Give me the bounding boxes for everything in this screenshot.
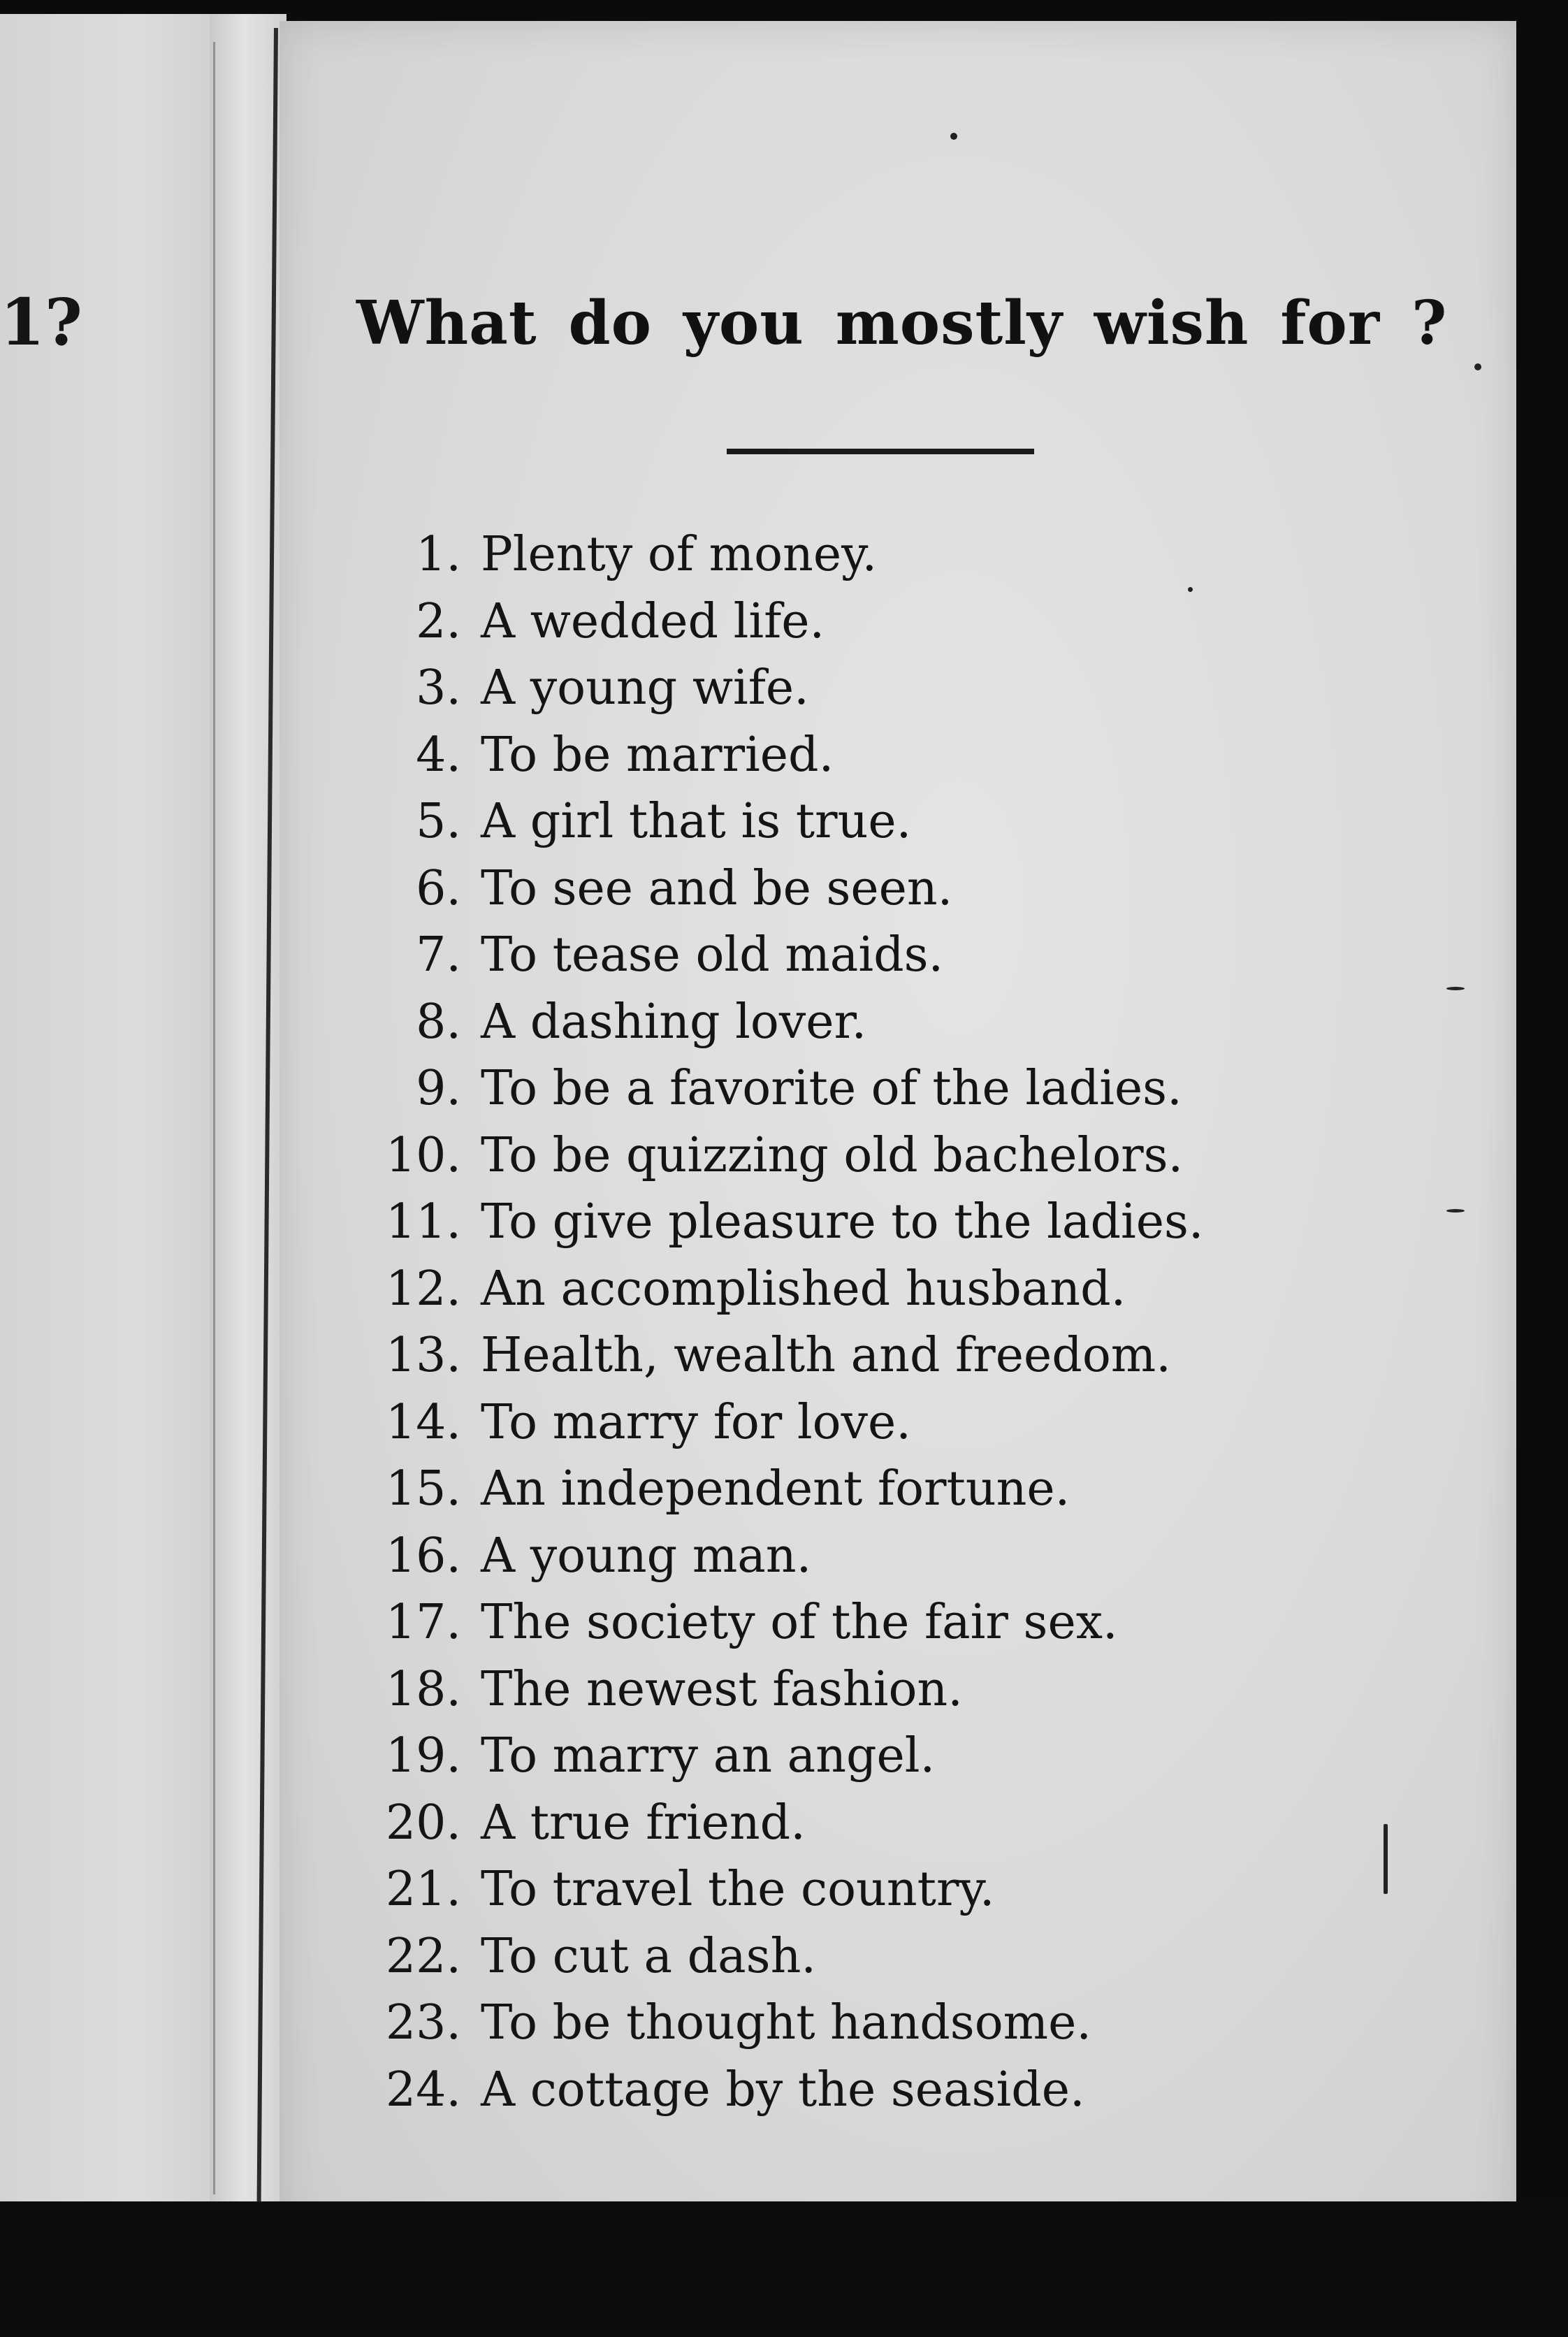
list-item bbox=[349, 593, 1203, 665]
list-item bbox=[349, 727, 1203, 799]
item-number: 22. bbox=[385, 1928, 461, 1984]
list-item bbox=[349, 2062, 1203, 2134]
ink-speck bbox=[1474, 363, 1481, 370]
title-divider bbox=[727, 449, 1034, 454]
list-item bbox=[349, 860, 1203, 932]
ink-speck bbox=[1384, 1824, 1388, 1894]
item-number: 18. bbox=[385, 1661, 461, 1717]
list-item bbox=[349, 527, 1203, 598]
list-item bbox=[349, 1528, 1203, 1600]
page-title: What do you mostly wish for ? bbox=[356, 288, 1448, 359]
item-text: To marry for love. bbox=[481, 1394, 911, 1450]
item-text: To cut a dash. bbox=[481, 1928, 816, 1984]
item-text: A young man. bbox=[481, 1528, 812, 1584]
item-text: To be a favorite of the ladies. bbox=[481, 1061, 1182, 1116]
item-text: To marry an angel. bbox=[481, 1728, 936, 1784]
list-item bbox=[349, 794, 1203, 865]
list-item bbox=[349, 1862, 1203, 1933]
list-item bbox=[349, 1995, 1203, 2067]
item-number: 24. bbox=[385, 2062, 461, 2118]
item-text: To travel the country. bbox=[481, 1862, 995, 1917]
gutter-crease bbox=[213, 42, 215, 2194]
list-item bbox=[349, 1194, 1204, 1266]
item-text: To see and be seen. bbox=[481, 860, 953, 916]
item-text: To give pleasure to the ladies. bbox=[481, 1194, 1204, 1250]
ink-speck bbox=[1446, 987, 1465, 990]
item-number: 5. bbox=[416, 794, 461, 849]
item-text: Plenty of money. bbox=[481, 527, 878, 582]
scan-bottom-edge bbox=[0, 2201, 1568, 2337]
item-number: 12. bbox=[385, 1261, 461, 1317]
list-item bbox=[349, 660, 1203, 732]
item-text: A wedded life. bbox=[481, 593, 825, 649]
item-number: 7. bbox=[416, 927, 461, 983]
previous-page-edge bbox=[0, 14, 231, 2201]
item-number: 16. bbox=[385, 1528, 461, 1584]
list-item bbox=[349, 1461, 1203, 1533]
list-item bbox=[349, 927, 1203, 999]
item-number: 19. bbox=[385, 1728, 461, 1784]
item-number: 14. bbox=[385, 1394, 461, 1450]
item-number: 9. bbox=[416, 1061, 461, 1116]
item-text: To be quizzing old bachelors. bbox=[481, 1127, 1184, 1183]
item-text: An accomplished husband. bbox=[481, 1261, 1126, 1317]
list-item bbox=[349, 1328, 1203, 1399]
item-text: An independent fortune. bbox=[481, 1461, 1070, 1517]
item-number: 17. bbox=[385, 1595, 461, 1650]
ink-speck bbox=[950, 133, 957, 140]
list-item bbox=[349, 1728, 1203, 1800]
item-number: 13. bbox=[385, 1328, 461, 1383]
list-item bbox=[349, 1394, 1203, 1466]
item-text: Health, wealth and freedom. bbox=[481, 1328, 1171, 1383]
item-number: 11. bbox=[385, 1194, 461, 1250]
item-number: 1. bbox=[416, 527, 461, 582]
item-number: 6. bbox=[416, 860, 461, 916]
item-number: 8. bbox=[416, 994, 461, 1050]
item-text: A cottage by the seaside. bbox=[481, 2062, 1085, 2118]
item-number: 2. bbox=[416, 593, 461, 649]
page bbox=[280, 21, 1516, 2236]
item-text: To be married. bbox=[481, 727, 834, 783]
item-text: A true friend. bbox=[481, 1795, 806, 1851]
list-item bbox=[349, 1061, 1203, 1132]
item-text: To tease old maids. bbox=[481, 927, 944, 983]
list-item bbox=[349, 1795, 1203, 1867]
item-text: A girl that is true. bbox=[481, 794, 912, 849]
item-text: A young wife. bbox=[481, 660, 809, 716]
wish-list bbox=[349, 527, 1204, 2133]
item-text: A dashing lover. bbox=[481, 994, 867, 1050]
ink-speck bbox=[1446, 1209, 1465, 1213]
item-number: 15. bbox=[385, 1461, 461, 1517]
list-item bbox=[349, 1127, 1203, 1199]
list-item bbox=[349, 1661, 1203, 1733]
item-number: 10. bbox=[385, 1127, 461, 1183]
item-number: 4. bbox=[416, 727, 461, 783]
ink-speck bbox=[1188, 587, 1193, 592]
list-item bbox=[349, 1928, 1203, 2000]
item-number: 20. bbox=[385, 1795, 461, 1851]
previous-page-fragment: 1? bbox=[0, 284, 82, 360]
item-number: 23. bbox=[385, 1995, 461, 2050]
list-item bbox=[349, 1261, 1203, 1333]
item-number: 21. bbox=[385, 1862, 461, 1917]
item-text: To be thought handsome. bbox=[481, 1995, 1091, 2050]
list-item bbox=[349, 994, 1203, 1066]
item-text: The newest fashion. bbox=[481, 1661, 963, 1717]
item-number: 3. bbox=[416, 660, 461, 716]
list-item bbox=[349, 1595, 1203, 1666]
item-text: The society of the fair sex. bbox=[481, 1595, 1118, 1650]
